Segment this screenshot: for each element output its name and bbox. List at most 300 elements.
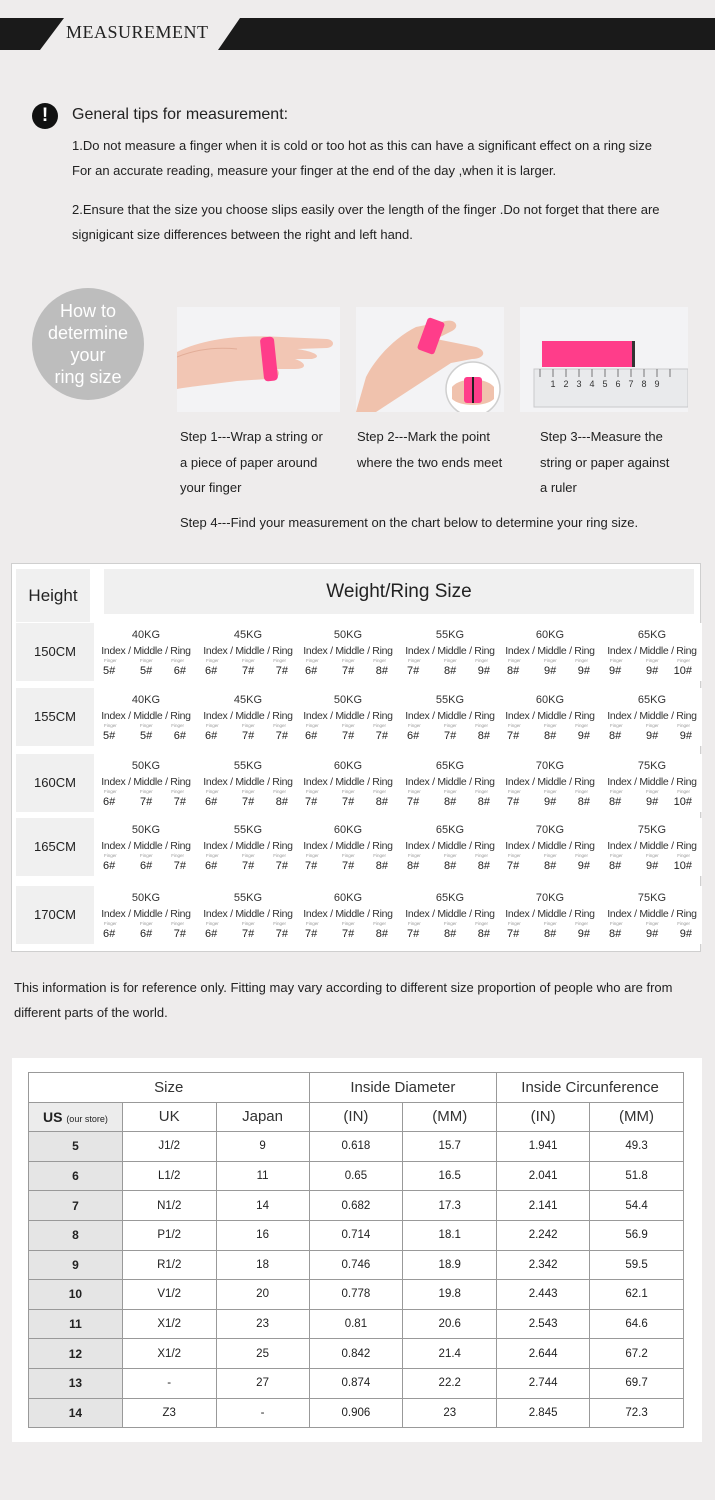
us-size-cell: 5 [29,1132,123,1162]
weight-label: 70KG [535,760,565,772]
us-note: (our store) [66,1113,108,1124]
finger-small-label: Finger [575,723,588,728]
ring-size-value: 9# [577,665,590,677]
finger-small-label: Finger [242,853,255,858]
ring-size-value: 8# [544,730,557,742]
finger-small-label: Finger [544,789,557,794]
tip-line-4: signigicant size differences between the right and left hand. [72,227,413,242]
col-us [29,1102,123,1132]
tip-line-2: For an accurate reading, measure your finger at the end of the day ,when it is larger. [72,163,557,178]
ring-size-value: 7# [242,928,255,940]
table-cell: 16 [216,1220,309,1250]
finger-small-label: Finger [306,789,319,794]
weight-label: 40KG [131,694,161,706]
weight-cell [96,886,196,944]
weight-cell [500,754,600,812]
ring-size-value: 8# [375,665,388,677]
finger-labels: Index / Middle / Ring [101,645,191,657]
ring-size-value: 7# [342,730,355,742]
finger-small-label: Finger [508,658,521,663]
finger-labels: Index / Middle / Ring [405,710,495,722]
finger-labels: Index / Middle / Ring [303,710,393,722]
group-size: Size [29,1073,310,1103]
us-size-cell: 10 [29,1280,123,1310]
weight-cell [602,623,702,681]
ring-size-value: 7# [242,796,255,808]
table-header-row [29,1102,684,1132]
finger-labels: Index / Middle / Ring [203,840,293,852]
ring-size-value: 5# [103,730,116,742]
finger-small-label: Finger [408,723,421,728]
table-cell: 0.842 [309,1339,403,1369]
table-row [29,1339,684,1369]
ring-size-value: 6# [103,860,116,872]
weight-label: 65KG [435,760,465,772]
finger-small-label: Finger [677,658,690,663]
ring-size-value: 9# [646,730,659,742]
weight-cell [500,623,600,681]
col-japan: Japan [216,1102,309,1132]
table-cell: 2.543 [497,1309,590,1339]
finger-small-label: Finger [273,853,286,858]
finger-small-label: Finger [575,658,588,663]
ring-size-value: 6# [305,665,318,677]
ruler-number: 3 [576,379,582,389]
how-to-circle [32,288,144,400]
finger-small-label: Finger [444,921,457,926]
ring-size-value: 8# [609,796,622,808]
finger-small-label: Finger [610,723,623,728]
table-cell: 0.618 [309,1132,403,1162]
table-cell: 62.1 [590,1280,684,1310]
ruler-number: 7 [628,379,634,389]
finger-small-label: Finger [104,853,117,858]
table-cell: 67.2 [590,1339,684,1369]
ring-size-value: 8# [477,730,490,742]
us-size-cell: 13 [29,1368,123,1398]
ring-size-value: 10# [673,796,692,808]
col-circumference-in: (IN) [497,1102,590,1132]
table-cell: 0.906 [309,1398,403,1428]
weight-cell [400,688,500,746]
finger-small-label: Finger [140,921,153,926]
ring-size-value: 7# [444,730,457,742]
table-cell: 1.941 [497,1132,590,1162]
ring-size-value: 7# [173,860,186,872]
finger-small-label: Finger [306,853,319,858]
ring-size-value: 8# [375,796,388,808]
finger-small-label: Finger [104,789,117,794]
table-cell: V1/2 [122,1280,216,1310]
weight-label: 70KG [535,824,565,836]
table-cell: 2.443 [497,1280,590,1310]
col-uk: UK [122,1102,216,1132]
ruler-number: 2 [563,379,569,389]
table-cell: X1/2 [122,1309,216,1339]
weight-cell [198,688,298,746]
ring-size-value: 6# [205,796,218,808]
finger-small-label: Finger [373,723,386,728]
ring-size-value: 9# [609,665,622,677]
ring-size-value: 7# [507,796,520,808]
table-cell: 0.65 [309,1161,403,1191]
weight-cell [400,886,500,944]
finger-small-label: Finger [342,658,355,663]
ring-size-value: 9# [679,730,692,742]
step2-line: Step 2---Mark the point [357,429,490,444]
finger-small-label: Finger [544,658,557,663]
ring-size-value: 9# [646,860,659,872]
table-row [29,1398,684,1428]
weight-cell [198,754,298,812]
ring-size-value: 6# [140,860,153,872]
ring-size-value: 7# [407,928,420,940]
finger-small-label: Finger [206,723,219,728]
table-row [29,1161,684,1191]
table-row [29,1368,684,1398]
table-cell: 18 [216,1250,309,1280]
height-weight-ring-chart [11,563,701,952]
ring-size-value: 9# [577,928,590,940]
ring-size-value: 6# [205,860,218,872]
ring-size-value: 7# [342,928,355,940]
weight-label: 75KG [637,892,667,904]
ring-size-value: 7# [275,730,288,742]
finger-small-label: Finger [342,853,355,858]
finger-small-label: Finger [408,658,421,663]
finger-small-label: Finger [140,853,153,858]
finger-small-label: Finger [677,789,690,794]
ring-size-value: 6# [305,730,318,742]
finger-small-label: Finger [342,789,355,794]
finger-labels: Index / Middle / Ring [203,645,293,657]
ring-size-value: 8# [609,860,622,872]
weight-label: 60KG [535,694,565,706]
finger-labels: Index / Middle / Ring [303,908,393,920]
table-cell: 0.874 [309,1368,403,1398]
us-size-cell: 7 [29,1191,123,1221]
ring-size-value: 9# [544,796,557,808]
height-cell: 160CM [16,754,94,812]
ring-size-value: 7# [342,796,355,808]
weight-label: 65KG [435,824,465,836]
finger-small-label: Finger [171,658,184,663]
finger-labels: Index / Middle / Ring [505,645,595,657]
table-cell: 23 [216,1309,309,1339]
table-cell: 64.6 [590,1309,684,1339]
ring-size-value: 7# [275,928,288,940]
weight-label: 60KG [333,824,363,836]
tips-heading: General tips for measurement: [72,106,289,123]
finger-labels: Index / Middle / Ring [505,908,595,920]
ring-size-table [28,1072,684,1428]
table-cell: 15.7 [403,1132,497,1162]
us-size-cell: 6 [29,1161,123,1191]
table-cell: 49.3 [590,1132,684,1162]
finger-small-label: Finger [306,921,319,926]
finger-small-label: Finger [242,723,255,728]
height-cell: 170CM [16,886,94,944]
finger-small-label: Finger [508,921,521,926]
ring-size-value: 6# [407,730,420,742]
ruler-illustration [520,307,688,412]
table-cell: P1/2 [122,1220,216,1250]
weight-label: 75KG [637,824,667,836]
weight-cell [500,688,600,746]
step4-caption: Step 4---Find your measurement on the chart below to determine your ring size. [180,515,639,530]
finger-small-label: Finger [444,723,457,728]
table-cell: 69.7 [590,1368,684,1398]
weight-label: 50KG [333,629,363,641]
table-cell: 2.242 [497,1220,590,1250]
ring-size-value: 9# [477,665,490,677]
finger-small-label: Finger [646,723,659,728]
weight-cell [96,688,196,746]
weight-cell [298,623,398,681]
ring-size-value: 7# [342,860,355,872]
weight-label: 45KG [233,629,263,641]
weight-label: 50KG [333,694,363,706]
tip-line-1: 1.Do not measure a finger when it is cold or too hot as this can have a significant effect on a ring size [72,138,653,153]
weight-label: 60KG [535,629,565,641]
step2-line: where the two ends meet [357,454,503,470]
how-to-line: your [70,345,106,365]
finger-labels: Index / Middle / Ring [303,840,393,852]
ring-size-value: 8# [609,928,622,940]
ring-size-value: 8# [444,928,457,940]
weight-label: 50KG [131,824,161,836]
weight-cell [400,754,500,812]
weight-cell [298,818,398,876]
table-cell: 0.778 [309,1280,403,1310]
weight-label: 40KG [131,629,161,641]
how-to-line: determine [47,323,129,343]
table-cell: 9 [216,1132,309,1162]
finger-labels: Index / Middle / Ring [405,840,495,852]
weight-label: 55KG [435,629,465,641]
ring-size-value: 8# [577,796,590,808]
finger-small-label: Finger [444,658,457,663]
ring-size-value: 6# [205,928,218,940]
weight-label: 55KG [435,694,465,706]
ring-size-value: 7# [407,796,420,808]
finger-labels: Index / Middle / Ring [607,645,697,657]
weight-cell [602,818,702,876]
finger-small-label: Finger [677,921,690,926]
finger-labels: Index / Middle / Ring [405,908,495,920]
finger-small-label: Finger [171,723,184,728]
finger-small-label: Finger [575,921,588,926]
weight-cell [500,886,600,944]
finger-small-label: Finger [408,921,421,926]
hand-wrap-illustration [177,307,340,412]
finger-small-label: Finger [475,789,488,794]
finger-labels: Index / Middle / Ring [505,710,595,722]
height-cell: 165CM [16,818,94,876]
ring-size-value: 5# [103,665,116,677]
table-cell: 22.2 [403,1368,497,1398]
finger-small-label: Finger [342,921,355,926]
ring-size-value: 10# [673,665,692,677]
table-group-row [29,1073,684,1103]
finger-small-label: Finger [610,658,623,663]
table-cell: 23 [403,1398,497,1428]
finger-small-label: Finger [544,723,557,728]
us-size-cell: 9 [29,1250,123,1280]
table-cell: 11 [216,1161,309,1191]
finger-small-label: Finger [104,921,117,926]
ring-size-value: 6# [205,665,218,677]
table-cell: 16.5 [403,1161,497,1191]
weight-cell [96,754,196,812]
finger-labels: Index / Middle / Ring [203,776,293,788]
finger-small-label: Finger [373,658,386,663]
table-row [29,1250,684,1280]
finger-small-label: Finger [444,853,457,858]
ring-size-value: 7# [375,730,388,742]
finger-small-label: Finger [575,853,588,858]
table-cell: 0.746 [309,1250,403,1280]
table-cell: J1/2 [122,1132,216,1162]
finger-small-label: Finger [610,789,623,794]
ring-size-value: 7# [305,860,318,872]
finger-small-label: Finger [544,921,557,926]
banner-title: MEASUREMENT [66,22,209,42]
ring-size-value: 8# [275,796,288,808]
us-size-cell: 14 [29,1398,123,1428]
finger-labels: Index / Middle / Ring [607,776,697,788]
finger-small-label: Finger [273,658,286,663]
table-cell: 72.3 [590,1398,684,1428]
finger-small-label: Finger [273,789,286,794]
table-cell: 27 [216,1368,309,1398]
hand-mark-illustration [356,307,504,412]
weight-cell [298,688,398,746]
how-to-line: ring size [54,367,122,387]
finger-small-label: Finger [677,853,690,858]
table-cell: L1/2 [122,1161,216,1191]
weight-cell [198,623,298,681]
ring-size-value: 9# [679,928,692,940]
table-cell: 18.1 [403,1220,497,1250]
finger-small-label: Finger [206,789,219,794]
table-cell: 17.3 [403,1191,497,1221]
step3-caption [540,424,669,501]
step3-line: Step 3---Measure the [540,429,663,444]
step2-photo [356,307,504,412]
how-to-line: How to [59,301,117,321]
finger-small-label: Finger [140,789,153,794]
ring-size-value: 7# [407,665,420,677]
ring-size-value: 9# [544,665,557,677]
finger-small-label: Finger [206,921,219,926]
finger-small-label: Finger [646,658,659,663]
weight-cell [602,688,702,746]
ruler-number: 9 [654,379,660,389]
finger-small-label: Finger [408,853,421,858]
weight-label: 45KG [233,694,263,706]
finger-labels: Index / Middle / Ring [203,710,293,722]
finger-labels: Index / Middle / Ring [505,776,595,788]
finger-labels: Index / Middle / Ring [405,776,495,788]
step1-line: your finger [180,480,242,495]
ring-size-value: 9# [577,730,590,742]
weight-label: 60KG [333,760,363,772]
weight-ring-size-header: Weight/Ring Size [104,569,694,614]
finger-small-label: Finger [373,853,386,858]
ring-size-value: 7# [507,860,520,872]
finger-labels: Index / Middle / Ring [203,908,293,920]
ring-size-value: 7# [342,665,355,677]
table-cell: 21.4 [403,1339,497,1369]
ruler-number: 5 [602,379,608,389]
ring-size-value: 8# [444,665,457,677]
weight-cell [96,623,196,681]
group-inside-diameter: Inside Diameter [309,1073,497,1103]
ring-size-value: 5# [140,665,153,677]
ring-size-value: 6# [103,928,116,940]
weight-cell [602,886,702,944]
finger-small-label: Finger [646,789,659,794]
ruler-number: 6 [615,379,621,389]
table-row [29,1309,684,1339]
finger-small-label: Finger [475,658,488,663]
table-cell: 51.8 [590,1161,684,1191]
finger-small-label: Finger [373,921,386,926]
finger-small-label: Finger [475,723,488,728]
weight-label: 65KG [435,892,465,904]
finger-small-label: Finger [171,789,184,794]
ring-size-value: 7# [507,928,520,940]
ruler-number: 1 [550,379,556,389]
weight-cell [602,754,702,812]
table-cell: 2.744 [497,1368,590,1398]
ring-size-value: 8# [375,928,388,940]
finger-small-label: Finger [475,921,488,926]
table-cell: 2.845 [497,1398,590,1428]
table-cell: 25 [216,1339,309,1369]
us-label: US [42,1108,63,1125]
weight-label: 65KG [637,694,667,706]
table-cell: 20 [216,1280,309,1310]
finger-labels: Index / Middle / Ring [303,645,393,657]
ring-size-value: 7# [140,796,153,808]
ring-size-value: 9# [577,860,590,872]
finger-labels: Index / Middle / Ring [303,776,393,788]
finger-small-label: Finger [575,789,588,794]
weight-cell [198,886,298,944]
finger-small-label: Finger [342,723,355,728]
finger-small-label: Finger [206,853,219,858]
ring-size-value: 7# [507,730,520,742]
ring-size-value: 7# [305,928,318,940]
table-body [29,1132,684,1428]
table-cell: 0.81 [309,1309,403,1339]
finger-small-label: Finger [677,723,690,728]
ring-size-value: 5# [140,730,153,742]
finger-small-label: Finger [306,658,319,663]
weight-label: 60KG [333,892,363,904]
table-cell: R1/2 [122,1250,216,1280]
step1-photo [177,307,340,412]
table-cell: 0.682 [309,1191,403,1221]
table-cell: 14 [216,1191,309,1221]
table-cell: 54.4 [590,1191,684,1221]
ring-size-value: 9# [646,665,659,677]
finger-small-label: Finger [508,853,521,858]
finger-small-label: Finger [544,853,557,858]
finger-labels: Index / Middle / Ring [101,776,191,788]
